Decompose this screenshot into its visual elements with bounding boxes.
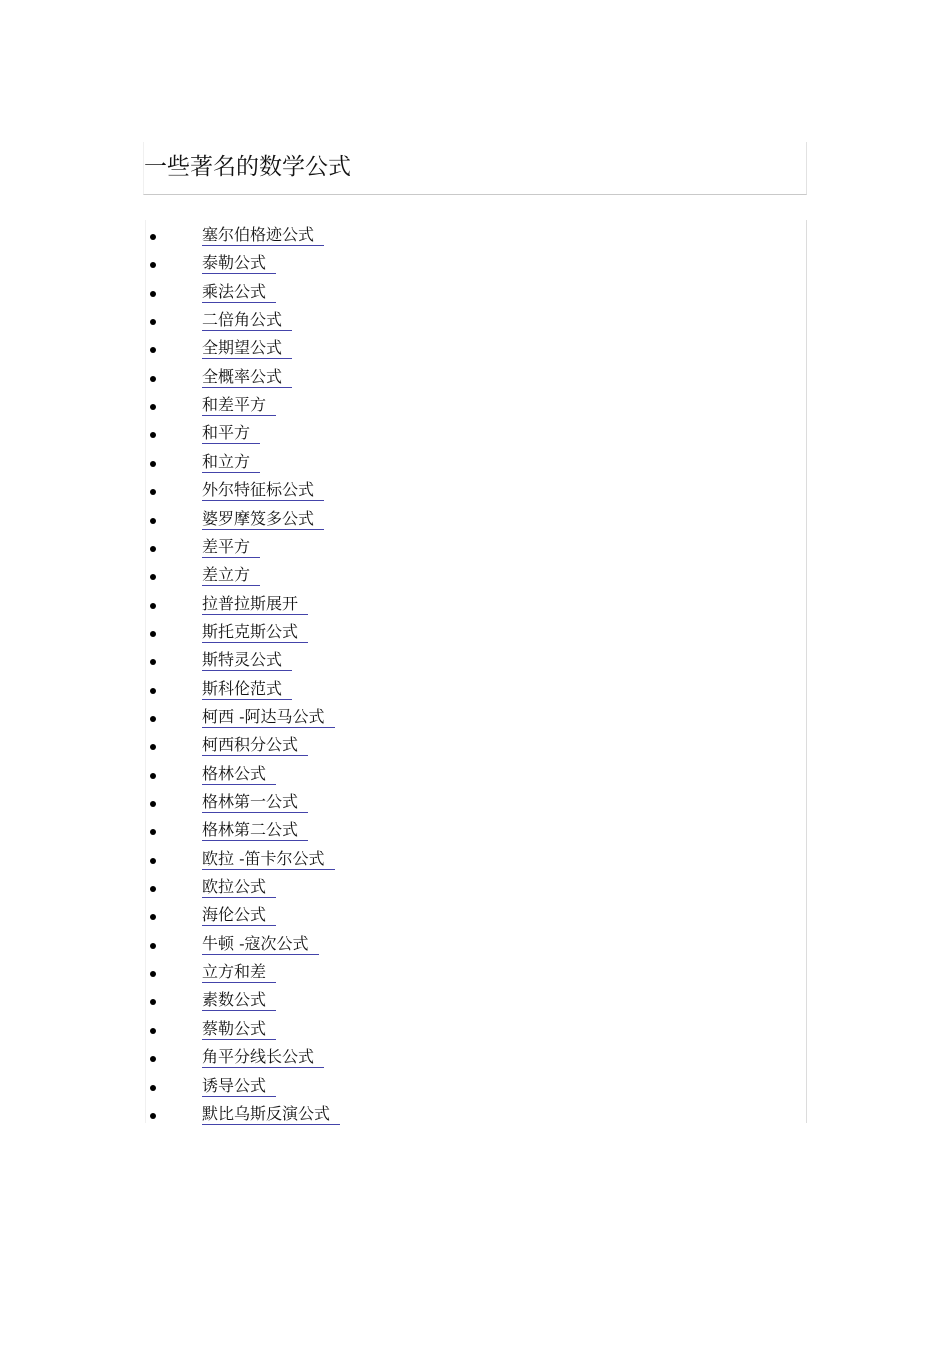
formula-link[interactable]: 乘法公式: [202, 282, 276, 303]
bullet-icon: [150, 461, 156, 467]
formula-link[interactable]: 差平方: [202, 537, 260, 558]
list-item: [146, 1074, 806, 1098]
bullet-icon: [150, 943, 156, 949]
formula-link[interactable]: 二倍角公式: [202, 310, 292, 331]
bullet-icon: [150, 971, 156, 977]
list-item: [146, 535, 806, 559]
formula-link[interactable]: 塞尔伯格迹公式: [202, 225, 324, 246]
bullet-icon: [150, 1056, 156, 1062]
list-item: [146, 790, 806, 814]
formula-link[interactable]: 全概率公式: [202, 367, 292, 388]
bullet-icon: [150, 319, 156, 325]
bullet-icon: [150, 631, 156, 637]
list-item: [146, 847, 806, 871]
list-item: [146, 818, 806, 842]
list-item: [146, 421, 806, 445]
bullet-icon: [150, 886, 156, 892]
formula-link[interactable]: 斯科伦范式: [202, 679, 292, 700]
list-item: [146, 280, 806, 304]
bullet-icon: [150, 1085, 156, 1091]
formula-link[interactable]: 拉普拉斯展开: [202, 594, 308, 615]
formula-link[interactable]: 诱导公式: [202, 1076, 276, 1097]
list-item: [146, 705, 806, 729]
bullet-icon: [150, 404, 156, 410]
bullet-icon: [150, 914, 156, 920]
bullet-icon: [150, 858, 156, 864]
title-box: [143, 142, 807, 195]
formula-link[interactable]: 角平分线长公式: [202, 1047, 324, 1068]
list-item: [146, 960, 806, 984]
formula-link[interactable]: 柯西 -阿达马公式: [202, 707, 335, 728]
list-item: [146, 251, 806, 275]
list-item: [146, 393, 806, 417]
formula-link[interactable]: 斯托克斯公式: [202, 622, 308, 643]
formula-link[interactable]: 和立方: [202, 452, 260, 473]
formula-link[interactable]: 海伦公式: [202, 905, 276, 926]
bullet-icon: [150, 659, 156, 665]
bullet-icon: [150, 376, 156, 382]
bullet-icon: [150, 347, 156, 353]
bullet-icon: [150, 773, 156, 779]
list-item: [146, 507, 806, 531]
list-item: [146, 478, 806, 502]
list-item: [146, 677, 806, 701]
bullet-icon: [150, 801, 156, 807]
bullet-icon: [150, 518, 156, 524]
list-item: [146, 1017, 806, 1041]
formula-link[interactable]: 欧拉 -笛卡尔公式: [202, 849, 335, 870]
list-item: [146, 336, 806, 360]
formula-link[interactable]: 差立方: [202, 565, 260, 586]
list-item: [146, 308, 806, 332]
list-item: [146, 620, 806, 644]
formula-link[interactable]: 立方和差: [202, 962, 276, 983]
list-item: [146, 875, 806, 899]
bullet-icon: [150, 1113, 156, 1119]
list-item: [146, 1045, 806, 1069]
formula-link[interactable]: 柯西积分公式: [202, 735, 308, 756]
list-item: [146, 988, 806, 1012]
formula-link[interactable]: 默比乌斯反演公式: [202, 1104, 340, 1125]
list-item: [146, 733, 806, 757]
bullet-icon: [150, 546, 156, 552]
formula-link[interactable]: 牛顿 -寇次公式: [202, 934, 319, 955]
bullet-icon: [150, 603, 156, 609]
list-item: [146, 365, 806, 389]
bullet-icon: [150, 234, 156, 240]
list-item: [146, 932, 806, 956]
formula-link[interactable]: 格林第一公式: [202, 792, 308, 813]
formula-link[interactable]: 外尔特征标公式: [202, 480, 324, 501]
list-item: [146, 762, 806, 786]
bullet-icon: [150, 574, 156, 580]
formula-link[interactable]: 斯特灵公式: [202, 650, 292, 671]
bullet-icon: [150, 716, 156, 722]
bullet-icon: [150, 829, 156, 835]
list-item: [146, 648, 806, 672]
bullet-icon: [150, 291, 156, 297]
formula-link[interactable]: 格林第二公式: [202, 820, 308, 841]
formula-link[interactable]: 婆罗摩笈多公式: [202, 509, 324, 530]
list-item: [146, 592, 806, 616]
list-item: [146, 223, 806, 247]
formula-list-panel: [145, 220, 807, 1123]
formula-link[interactable]: 素数公式: [202, 990, 276, 1011]
bullet-icon: [150, 432, 156, 438]
bullet-icon: [150, 999, 156, 1005]
formula-link[interactable]: 和差平方: [202, 395, 276, 416]
list-item: [146, 903, 806, 927]
formula-link[interactable]: 和平方: [202, 423, 260, 444]
bullet-icon: [150, 489, 156, 495]
page-title: 一些著名的数学公式: [144, 154, 351, 180]
bullet-icon: [150, 744, 156, 750]
formula-link[interactable]: 泰勒公式: [202, 253, 276, 274]
bullet-icon: [150, 688, 156, 694]
formula-link[interactable]: 全期望公式: [202, 338, 292, 359]
formula-link[interactable]: 蔡勒公式: [202, 1019, 276, 1040]
list-item: [146, 1102, 806, 1126]
list-item: [146, 450, 806, 474]
list-item: [146, 563, 806, 587]
bullet-icon: [150, 262, 156, 268]
formula-link[interactable]: 欧拉公式: [202, 877, 276, 898]
bullet-icon: [150, 1028, 156, 1034]
formula-link[interactable]: 格林公式: [202, 764, 276, 785]
